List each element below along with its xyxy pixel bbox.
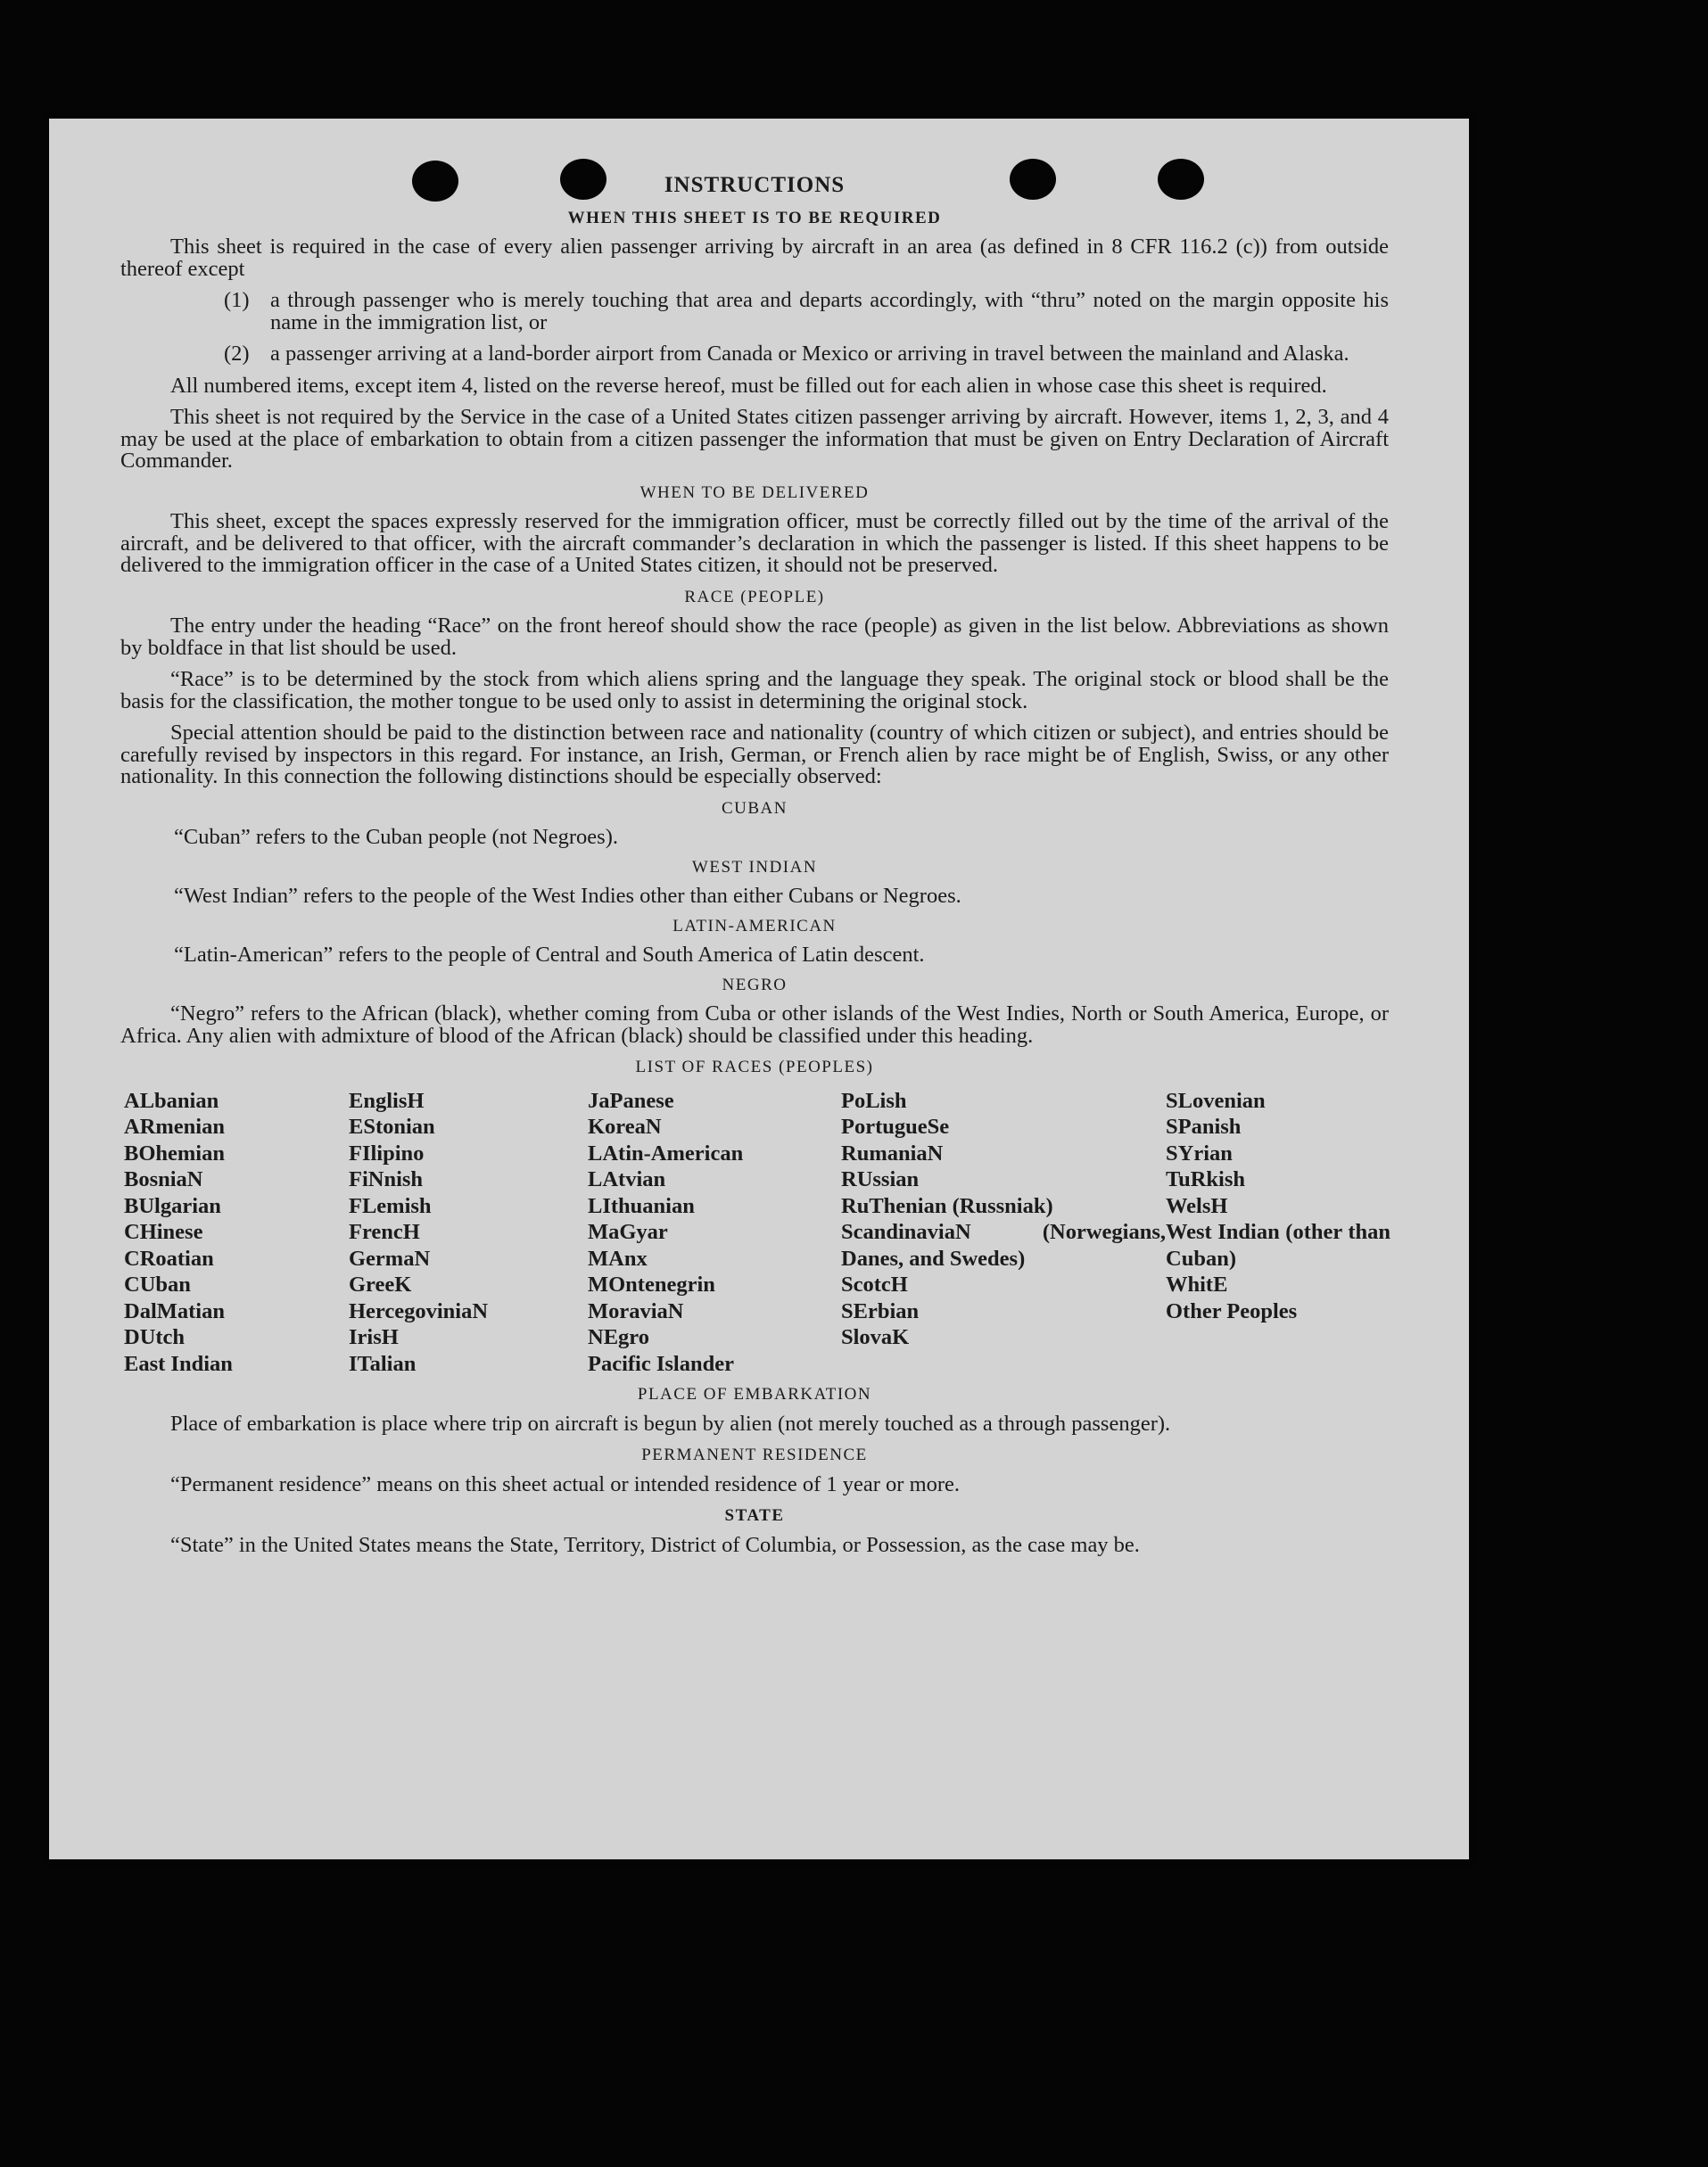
race-entry: WhitE (1166, 1273, 1228, 1297)
definition-west-indian: “West Indian” refers to the people of the West Indies other than either Cubans or Negroes. (174, 884, 961, 908)
races-column (1166, 1088, 1390, 1378)
instruction-sheet (49, 119, 1469, 1859)
race-entry: EnglisH (349, 1088, 425, 1113)
race-entry: DUtch (124, 1325, 186, 1349)
race-entry: SErbian (841, 1298, 920, 1323)
paragraph: All numbered items, except item 4, listed on the reverse hereof, must be filled out for each alien in whose case this sheet is required. (170, 373, 1327, 398)
paragraph: Special attention should be paid to the distinction between race and nationality (country of which citizen or subject), and entries should be carefully revised by inspectors in this regard. For instance, an Irish, German, or French alien by race might be of English, Swiss, or any other nationality. In this connection the following distinctions should be especially observed: (120, 721, 1389, 788)
race-entry: CRoatian (124, 1246, 214, 1271)
race-entry: TuRkish (1166, 1167, 1246, 1191)
heading-permanent-residence: PERMANENT RESIDENCE (641, 1446, 868, 1464)
race-entry: FIlipino (349, 1141, 425, 1166)
race-entry: RUssian (841, 1167, 920, 1191)
races-table (120, 1088, 1389, 1378)
race-entry: Pacific Islander (588, 1351, 734, 1376)
race-entry: CUban (124, 1273, 191, 1297)
race-entry: SPanish (1166, 1115, 1242, 1139)
race-entry: BOhemian (124, 1141, 225, 1166)
heading-state: STATE (724, 1506, 785, 1525)
races-column (349, 1088, 588, 1378)
race-entry: MAnx (588, 1246, 648, 1271)
races-column (588, 1088, 841, 1378)
race-entry: MoraviaN (588, 1298, 684, 1323)
heading-list-of-races: LIST OF RACES (PEOPLES) (635, 1058, 874, 1076)
heading-latin-american: LATIN-AMERICAN (672, 916, 837, 935)
race-entry: LIthuanian (588, 1193, 695, 1218)
race-entry: BosniaN (124, 1167, 203, 1191)
race-entry: HercegoviniaN (349, 1298, 489, 1323)
sheet-content (120, 172, 1389, 1566)
race-entry: ScandinaviaN (Norwegians, Danes, and Swedes) (841, 1220, 1166, 1271)
race-entry: LAtvian (588, 1167, 666, 1191)
race-entry: SlovaK (841, 1325, 910, 1349)
heading-west-indian: WEST INDIAN (691, 857, 818, 877)
race-entry: RumaniaN (841, 1141, 944, 1166)
paragraph: The entry under the heading “Race” on the front hereof should show the race (people) as given in the list below. Abbreviations as shown by boldface in that list should be used. (120, 614, 1389, 660)
race-entry: ITalian (349, 1351, 417, 1376)
race-entry: RuThenian (Russniak) (841, 1193, 1053, 1218)
paragraph: “Race” is to be determined by the stock from which aliens spring and the language they speak. The original stock or blood shall be the basis for the classification, the mother tongue to be used only to assist in determining the original stock. (120, 667, 1389, 713)
race-entry: FiNnish (349, 1167, 424, 1191)
paragraph: This sheet is not required by the Service in the case of a United States citizen passenger arriving by aircraft. However, items 1, 2, 3, and 4 may be used at the place of embarkation to obtain from a citizen passenger the information that must be given on Entry Declaration of Aircraft Commander. (120, 405, 1389, 473)
paragraph: “State” in the United States means the State, Territory, District of Columbia, or Possession, as the case may be. (170, 1532, 1140, 1557)
race-entry: MaGyar (588, 1220, 668, 1244)
race-entry: EStonian (349, 1115, 435, 1139)
race-entry: SLovenian (1166, 1088, 1266, 1113)
race-entry: FLemish (349, 1193, 432, 1218)
race-entry: NEgro (588, 1325, 649, 1349)
race-entry: BUlgarian (124, 1193, 221, 1218)
race-entry: IrisH (349, 1325, 399, 1349)
paragraph: “Permanent residence” means on this sheet actual or intended residence of 1 year or more. (170, 1471, 961, 1496)
races-column (841, 1088, 1166, 1378)
item-text: a passenger arriving at a land-border airport from Canada or Mexico or arriving in travel between the mainland and Alaska. (270, 342, 1349, 366)
definition-negro: “Negro” refers to the African (black), whether coming from Cuba or other islands of the West Indies, North or South America, Europe, or Africa. Any alien with admixture of blood of the African (black) should be classified under this heading. (120, 1001, 1389, 1048)
race-entry: WelsH (1166, 1193, 1228, 1218)
race-entry: ScotcH (841, 1273, 908, 1297)
race-entry: JaPanese (588, 1088, 674, 1113)
race-entry: FrencH (349, 1220, 420, 1244)
race-entry: MOntenegrin (588, 1273, 715, 1297)
definition-latin-american: “Latin-American” refers to the people of Central and South America of Latin descent. (174, 943, 925, 967)
paragraph: This sheet, except the spaces expressly reserved for the immigration officer, must be correctly filled out by the time of the arrival of the aircraft, and be delivered to that officer, with the aircraft commander’s declaration in which the passenger is listed. If this sheet happens to be delivered to the immigration officer in the case of a United States citizen, it should not be preserved. (120, 509, 1389, 577)
race-entry: GermaN (349, 1246, 431, 1271)
race-entry: LAtin-American (588, 1141, 744, 1166)
race-entry: ALbanian (124, 1088, 219, 1113)
race-entry: CHinese (124, 1220, 203, 1244)
list-item (224, 343, 1389, 366)
heading-place-of-embarkation: PLACE OF EMBARKATION (637, 1385, 872, 1404)
race-entry: KoreaN (588, 1115, 662, 1139)
race-entry: GreeK (349, 1273, 412, 1297)
heading-race: RACE (PEOPLE) (684, 587, 825, 606)
race-entry: East Indian (124, 1351, 233, 1376)
race-entry: Other Peoples (1166, 1298, 1298, 1323)
heading-when-delivered: WHEN TO BE DELIVERED (639, 482, 870, 502)
definition-cuban: “Cuban” refers to the Cuban people (not Negroes). (174, 825, 618, 849)
paragraph: This sheet is required in the case of every alien passenger arriving by aircraft in an area (as defined in 8 CFR 116.2 (c)) from outside thereof except (120, 235, 1389, 281)
races-column (120, 1088, 349, 1378)
race-entry: DalMatian (124, 1298, 225, 1323)
race-entry: SYrian (1166, 1141, 1233, 1166)
heading-when-required: WHEN THIS SHEET IS TO BE REQUIRED (567, 208, 942, 227)
race-entry: PortugueSe (841, 1115, 950, 1139)
race-entry: ARmenian (124, 1115, 225, 1139)
item-number: (2) (224, 342, 250, 366)
race-entry: West Indian (other than Cuban) (1166, 1220, 1390, 1271)
page-title: INSTRUCTIONS (664, 173, 846, 197)
item-number: (1) (224, 288, 250, 312)
item-text: a through passenger who is merely touching that area and departs accordingly, with “thru” noted on the margin opposite his name in the immigration list, or (270, 288, 1389, 334)
list-item (224, 290, 1389, 334)
heading-negro: NEGRO (722, 975, 788, 994)
paragraph: Place of embarkation is place where trip on aircraft is begun by alien (not merely touched as a through passenger). (170, 1411, 1171, 1436)
heading-cuban: CUBAN (721, 798, 788, 818)
race-entry: PoLish (841, 1088, 907, 1113)
